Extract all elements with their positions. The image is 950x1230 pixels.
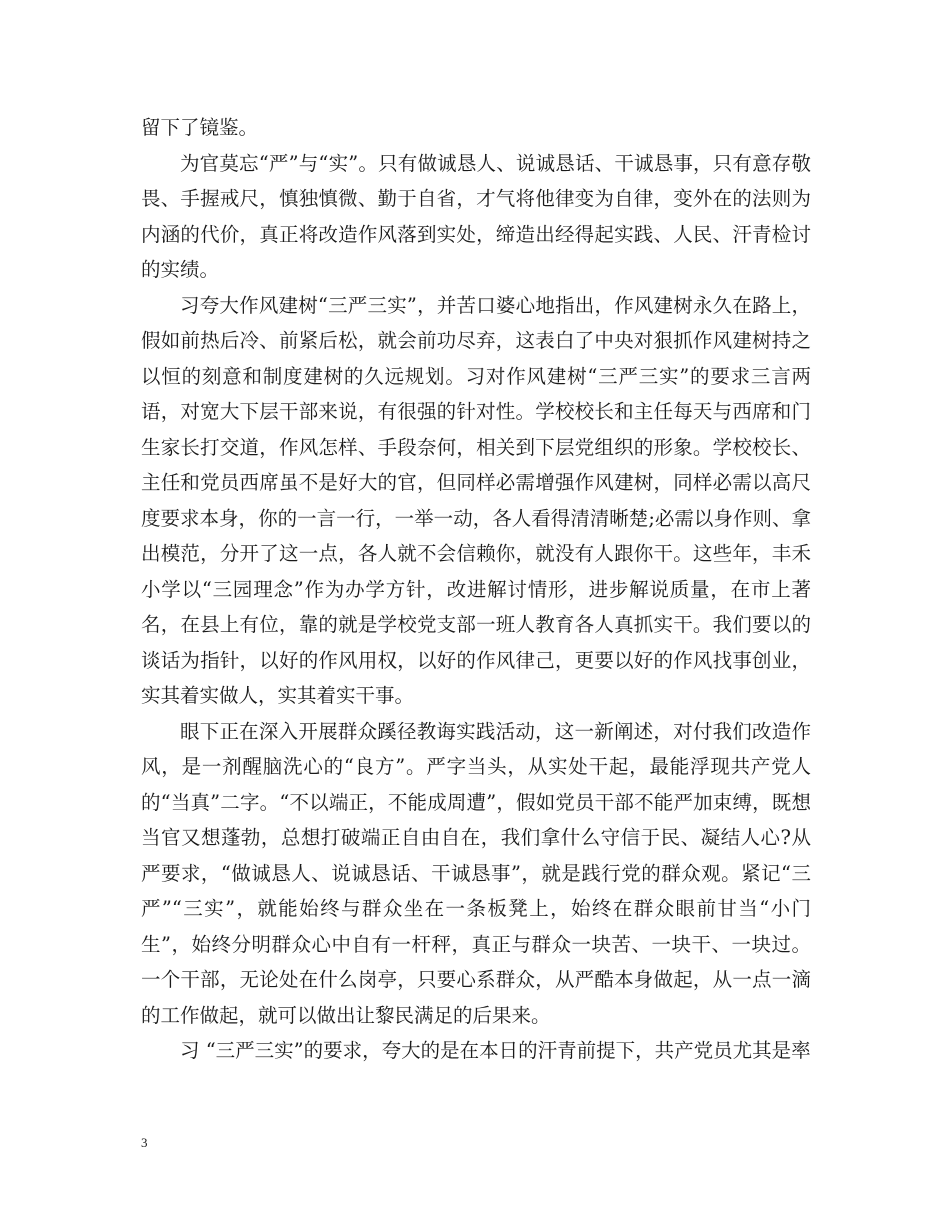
paragraph: 为官莫忘“严”与“实”。只有做诚恳人、说诚恳话、干诚恳事，只有意存敬畏、手握戒尺，慎独慎微、勤于自省，才气将他律变为自律，变外在的法则为内涵的代价，真正将改造作风落到实处，缔造出经得起实践、人民、汗青检讨的实绩。 bbox=[141, 151, 811, 281]
body-text bbox=[141, 110, 811, 1069]
paragraph: 习夸大作风建树“三严三实”，并苦口婆心地指出，作风建树永久在路上，假如前热后冷、前紧后松，就会前功尽弃，这表白了中央对狠抓作风建树持之以恒的刻意和制度建树的久远规划。习对作风建树“三严三实”的要求三言两语，对宽大下层干部来说，有很强的针对性。学校校长和主任每天与西席和门生家长打交道，作风怎样、手段奈何，相关到下层党组织的形象。学校校长、主任和党员西席虽不是好大的官，但同样必需增强作风建树，同样必需以高尺度要求本身，你的一言一行，一举一动，各人看得清清晰楚;必需以身作则、拿出模范，分开了这一点，各人就不会信赖你，就没有人跟你干。这些年，丰禾小学以“三园理念”作为办学方针，改进解讨情形，进步解说质量，在市上著名，在县上有位，靠的就是学校党支部一班人教育各人真抓实干。我们要以的谈话为指针，以好的作风用权，以好的作风律己，更要以好的作风找事创业，实其着实做人，实其着实干事。 bbox=[141, 293, 811, 707]
paragraph: 习 “三严三实”的要求，夸大的是在本日的汗青前提下，共产党员尤其是率 bbox=[180, 1039, 811, 1062]
paragraph: 眼下正在深入开展群众蹊径教诲实践活动，这一新阐述，对付我们改造作风，是一剂醒脑洗心的“良方”。严字当头，从实处干起，最能浮现共产党人的“当真”二字。“不以端正，不能成周遭”，假如党员干部不能严加束缚，既想当官又想蓬勃，总想打破端正自由自在，我们拿什么守信于民、凝结人心?从严要求，“做诚恳人、说诚恳话、干诚恳事”，就是践行党的群众观。紧记“三严”“三实”，就能始终与群众坐在一条板凳上，始终在群众眼前甘当“小门生”，始终分明群众心中自有一杆秤，真正与群众一块苦、一块干、一块过。一个干部，无论处在什么岗亭，只要心系群众，从严酷本身做起，从一点一滴的工作做起，就可以做出让黎民满足的后果来。 bbox=[141, 719, 811, 1027]
page-number: 3 bbox=[141, 1135, 148, 1150]
paragraph-continuation: 留下了镜鉴。 bbox=[141, 116, 259, 139]
